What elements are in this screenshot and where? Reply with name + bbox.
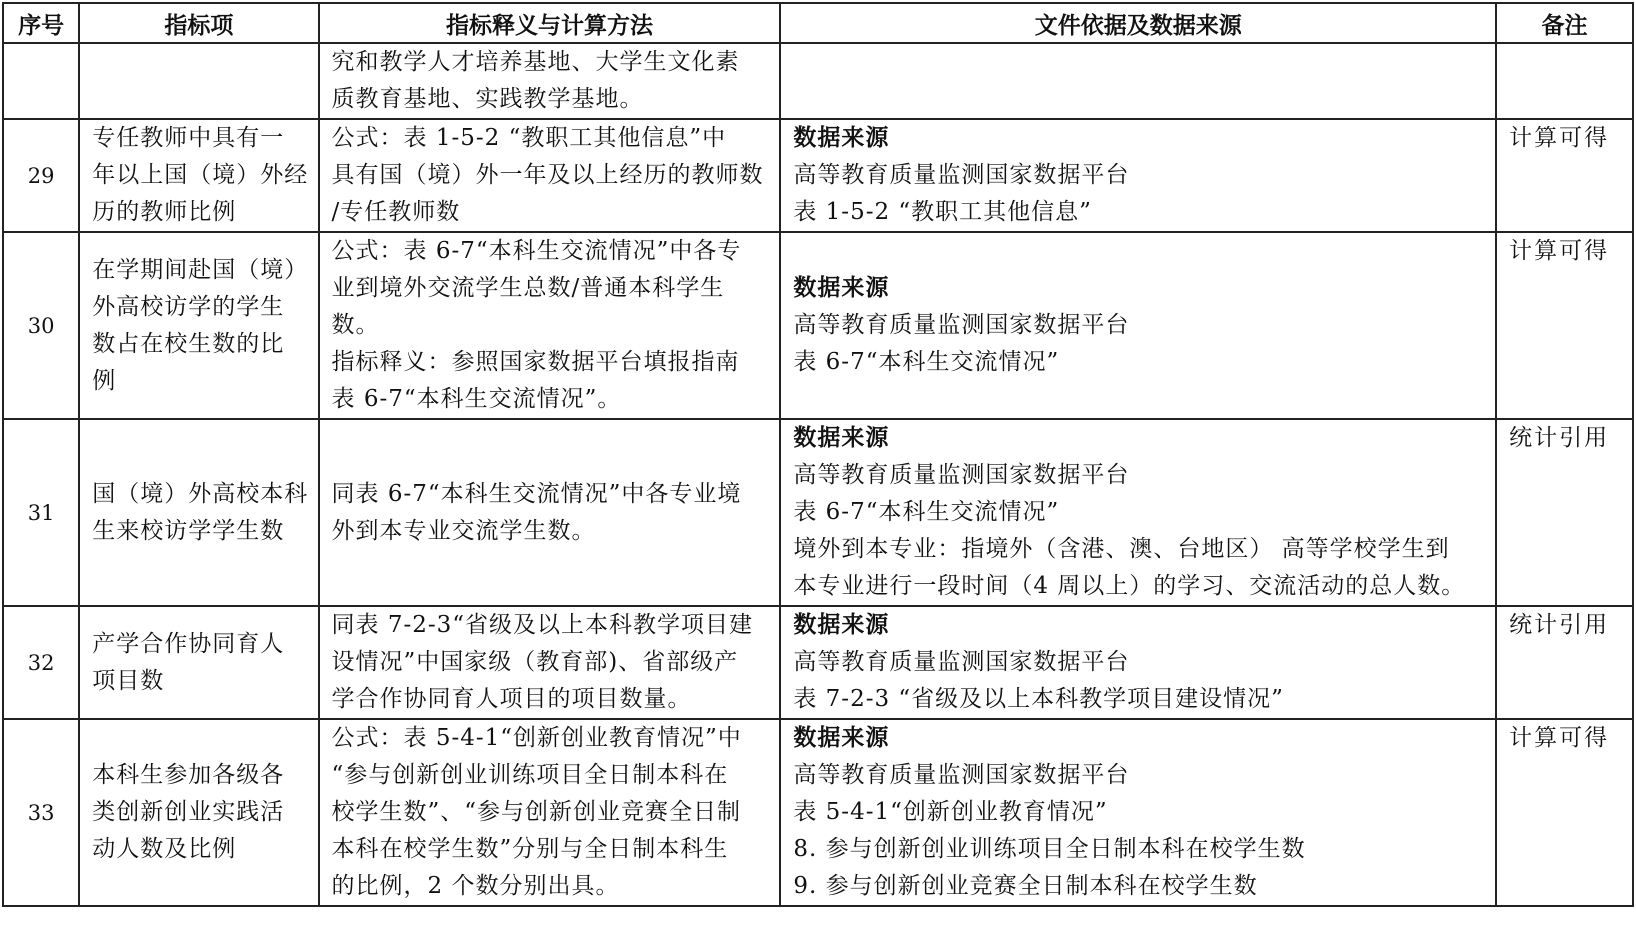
method-line: “参与创新创业训练项目全日制本科在 <box>331 762 729 788</box>
source-line: 高等教育质量监测国家数据平台 <box>793 649 1130 675</box>
method-line: 具有国（境）外一年及以上经历的教师数 <box>331 162 764 188</box>
indicator-line: 外高校访学的学生 <box>92 293 285 320</box>
indicator-line: 在学期间赴国（境） <box>92 256 309 283</box>
method-line: 的比例，2 个数分别出具。 <box>331 873 620 899</box>
source-line: 本专业进行一段时间（4 周以上）的学习、交流活动的总人数。 <box>793 573 1466 599</box>
indicator-line: 历的教师比例 <box>92 199 237 225</box>
indicator-line: 动人数及比例 <box>92 836 237 862</box>
source-cell <box>780 232 1496 419</box>
indicator-line: 国（境）外高校本科 <box>92 480 309 507</box>
source-cell <box>780 606 1496 719</box>
indicator-line: 例 <box>92 367 117 394</box>
table-row <box>3 419 1633 606</box>
source-line: 境外到本专业：指境外（含港、澳、台地区） 高等学校学生到 <box>793 536 1450 562</box>
method-cell <box>319 419 781 606</box>
source-line: 表 6-7“本科生交流情况” <box>793 499 1060 525</box>
method-cell <box>319 719 781 906</box>
method-line: 究和教学人才培养基地、大学生文化素 <box>331 49 740 75</box>
method-line: 校学生数”、“参与创新创业竞赛全日制 <box>331 799 742 825</box>
indicator-cell <box>79 419 318 606</box>
note-cell: 统计引用 <box>1496 419 1633 606</box>
method-line: 设情况”中国家级（教育部)、省部级产 <box>331 649 739 675</box>
indicator-line: 项目数 <box>92 667 165 694</box>
header-source: 文件依据及数据来源 <box>780 3 1496 43</box>
indicator-line: 专任教师中具有一 <box>92 125 285 151</box>
indicator-line: 产学合作协同育人 <box>92 630 285 657</box>
indicator-cell <box>79 43 318 119</box>
method-line: 同表 6-7“本科生交流情况”中各专业境 <box>331 480 742 507</box>
indicator-line: 生来校访学学生数 <box>92 517 285 544</box>
source-cell <box>780 719 1496 906</box>
note-cell: 计算可得 <box>1496 719 1633 906</box>
table-header-row <box>3 3 1633 43</box>
table-row <box>3 119 1633 232</box>
note-cell: 计算可得 <box>1496 119 1633 232</box>
header-method: 指标释义与计算方法 <box>319 3 781 43</box>
method-cell <box>319 43 781 119</box>
method-line: 外到本专业交流学生数。 <box>331 517 596 544</box>
source-title: 数据来源 <box>793 612 890 638</box>
indicator-line: 类创新创业实践活 <box>92 799 285 825</box>
source-cell <box>780 419 1496 606</box>
source-line: 高等教育质量监测国家数据平台 <box>793 762 1130 788</box>
source-line: 9. 参与创新创业竞赛全日制本科在校学生数 <box>793 873 1258 899</box>
row-number: 30 <box>3 232 79 419</box>
method-line: 本科在校学生数”分别与全日制本科生 <box>331 836 729 862</box>
method-line: 数。 <box>331 312 380 338</box>
source-line: 8. 参与创新创业训练项目全日制本科在校学生数 <box>793 836 1306 862</box>
source-line: 表 1-5-2 “教职工其他信息” <box>793 199 1092 225</box>
method-line: 质教育基地、实践教学基地。 <box>331 86 644 112</box>
header-note: 备注 <box>1496 3 1633 43</box>
method-cell <box>319 119 781 232</box>
source-line: 表 6-7“本科生交流情况” <box>793 349 1060 375</box>
method-line: 表 6-7“本科生交流情况”。 <box>331 386 622 412</box>
indicator-cell <box>79 719 318 906</box>
indicator-table <box>2 2 1634 907</box>
source-line: 表 5-4-1“创新创业教育情况” <box>793 799 1108 825</box>
note-cell: 统计引用 <box>1496 606 1633 719</box>
source-title: 数据来源 <box>793 275 890 301</box>
method-line: /专任教师数 <box>331 199 461 225</box>
method-line: 公式：表 1-5-2 “教职工其他信息”中 <box>331 125 727 151</box>
table-row <box>3 43 1633 119</box>
indicator-line: 数占在校生数的比 <box>92 330 285 357</box>
source-line: 高等教育质量监测国家数据平台 <box>793 162 1130 188</box>
method-line: 学合作协同育人项目的项目数量。 <box>331 686 692 712</box>
row-number: 31 <box>3 419 79 606</box>
source-cell <box>780 43 1496 119</box>
source-line: 高等教育质量监测国家数据平台 <box>793 462 1130 488</box>
method-line: 指标释义：参照国家数据平台填报指南 <box>331 349 740 375</box>
note-cell: 计算可得 <box>1496 232 1633 419</box>
source-title: 数据来源 <box>793 725 890 751</box>
table-row <box>3 719 1633 906</box>
header-no: 序号 <box>3 3 79 43</box>
row-number <box>3 43 79 119</box>
indicator-cell <box>79 119 318 232</box>
source-line: 表 7-2-3 “省级及以上本科教学项目建设情况” <box>793 686 1284 712</box>
indicator-line: 年以上国（境）外经 <box>92 162 309 188</box>
source-cell <box>780 119 1496 232</box>
header-indicator: 指标项 <box>79 3 318 43</box>
source-title: 数据来源 <box>793 125 890 151</box>
indicator-line: 本科生参加各级各 <box>92 762 285 788</box>
table-row <box>3 232 1633 419</box>
source-line: 高等教育质量监测国家数据平台 <box>793 312 1130 338</box>
row-number: 33 <box>3 719 79 906</box>
table-body <box>3 43 1633 906</box>
method-line: 公式：表 5-4-1“创新创业教育情况”中 <box>331 725 742 751</box>
indicator-cell <box>79 606 318 719</box>
method-line: 业到境外交流学生总数/普通本科学生 <box>331 275 725 301</box>
method-line: 同表 7-2-3“省级及以上本科教学项目建 <box>331 612 754 638</box>
row-number: 29 <box>3 119 79 232</box>
table-row <box>3 606 1633 719</box>
note-cell <box>1496 43 1633 119</box>
method-cell <box>319 606 781 719</box>
method-cell <box>319 232 781 419</box>
source-title: 数据来源 <box>793 425 890 451</box>
indicator-cell <box>79 232 318 419</box>
method-line: 公式：表 6-7“本科生交流情况”中各专 <box>331 238 742 264</box>
row-number: 32 <box>3 606 79 719</box>
